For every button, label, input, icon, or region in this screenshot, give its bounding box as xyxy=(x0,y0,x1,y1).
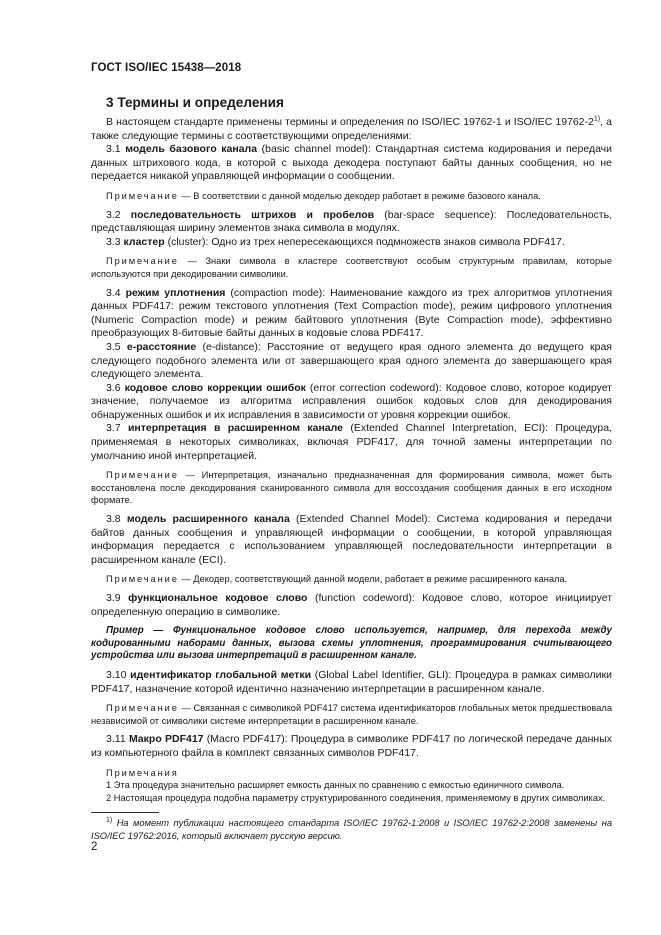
intro-text: В настоящем стандарте применены термины и определения по ISO/IEC 19762-1 и ISO/IEC 19762-2 xyxy=(106,116,594,128)
term-number: 3.9 xyxy=(106,592,121,604)
standard-header: ГОСТ ISO/IEC 15438—2018 xyxy=(91,62,242,74)
term-entry xyxy=(91,382,612,423)
term-name: кодовое слово коррекции ошибок xyxy=(124,381,306,394)
term-number: 3.6 xyxy=(106,381,121,394)
note-dash: — xyxy=(178,190,194,201)
note-text: Связанная с символикой PDF417 система идентификаторов глобальных меток предшествовала независимой от символики системе интерпретации в расширенном канале. xyxy=(91,703,613,726)
note-label: Примечание xyxy=(106,470,179,481)
footnote-ref: 1) xyxy=(593,115,601,123)
notes-heading xyxy=(91,767,612,780)
term-definition: (Extended Channel Interpretation, ECI): Процедура, применяемая в некоторых символиках, включая PDF417, для точной замены интерпретации по умолчанию иной интерпретацией. xyxy=(91,422,612,462)
note-label: Примечание xyxy=(106,574,179,585)
note-text: Декодер, соответствующий данной модели, работает в режиме расширенного канала. xyxy=(193,574,568,585)
term-name: идентификатор глобальной метки xyxy=(130,668,312,681)
term-definition: (e-distance): Расстояние от ведущего края одного элемента до ведущего края следующего подобного элемента или от завершающего края одного элемента до завершающего края следующего элемента. xyxy=(91,340,612,381)
term-number: 3.10 xyxy=(106,668,127,681)
note-dash: — xyxy=(178,470,202,481)
term-name: функциональное кодовое слово xyxy=(128,592,308,604)
note-dash: — xyxy=(178,574,194,585)
term-name: интерпретация в расширенном канале xyxy=(127,422,344,435)
note xyxy=(91,190,612,203)
term-number: 3.11 xyxy=(106,733,126,746)
note-label: Примечание xyxy=(106,256,179,267)
footnote xyxy=(91,817,612,842)
term-name: модель базового канала xyxy=(125,143,258,156)
term-definition: (error correction codeword): Кодовое слово, которое кодирует значение, получаемое из алгоритма исправления ошибок кодовых слов для декодирования обнаруженных ошибок и их исправления в зависимости от уровня коррекции ошибок. xyxy=(91,381,612,421)
footnote-text: На момент публикации настоящего стандарта ISO/IEC 19762-1:2008 и ISO/IEC 19762-2:2008 заменены на ISO/IEC 19762:2016, который включает русскую версию. xyxy=(91,818,612,841)
term-entry xyxy=(91,513,612,567)
term-name: последовательность штрихов и пробелов xyxy=(130,208,375,221)
note xyxy=(91,702,612,727)
intro-paragraph xyxy=(91,116,612,143)
term-name: е-расстояние xyxy=(126,340,197,353)
footnote-mark: 1) xyxy=(106,816,113,824)
note-label: Примечание xyxy=(106,703,179,714)
note-text: Интерпретация, изначально предназначенная для формирования символа, может быть восстановлена после декодирования сканированного символа для воссоздания сообщения данных в его исходном формате. xyxy=(91,470,612,506)
note xyxy=(91,255,612,280)
document-body xyxy=(91,116,612,804)
term-entry xyxy=(91,341,612,382)
note-text: В соответствии с данной моделью декодер работает в режиме базового канала. xyxy=(193,190,541,201)
note-item: 2 Настоящая процедура подобна параметру структурированного соединения, применяемому в других символиках. xyxy=(106,792,606,803)
term-entry xyxy=(91,287,612,341)
notes-label: Примечания xyxy=(106,767,179,778)
example: Пример — Функциональное кодовое слово используется, например, для перехода между кодированными наборами данных, вызова схемы уплотнения, программирования считывающего устройства или вызова интерпретаций в расширенном канале. xyxy=(91,625,612,662)
note-dash: — xyxy=(178,256,206,267)
note-dash: — xyxy=(178,703,194,714)
term-number: 3.8 xyxy=(106,513,121,526)
term-entry xyxy=(91,592,612,619)
term-definition: (basic channel model): Стандартная система кодирования и передачи данных штрихового кода, в которой с выхода декодера поступают байты данных сообщения, но не передается никакой управляющей информации о сообщении. xyxy=(91,143,613,183)
term-definition: (Macro PDF417): Процедура в символике PDF417 по логической передаче данных из компьютерного файла в комплект связанных символов PDF417. xyxy=(91,733,613,759)
term-definition: (function codeword): Кодовое слово, которое инициирует определенную операцию в символике. xyxy=(91,592,613,618)
term-entry xyxy=(91,209,612,236)
term-number: 3.2 xyxy=(106,208,121,221)
term-entry xyxy=(91,236,612,250)
term-name: режим уплотнения xyxy=(125,286,226,299)
term-entry xyxy=(91,143,612,184)
term-number: 3.1 xyxy=(106,143,121,156)
term-definition: (Extended Channel Model): Система кодирования и передачи байтов данных сообщения и управляющей информации о сообщении, в которой управляющая информация передается с использованием управляющей последовательности интерпретации в расширенном канале (ECI). xyxy=(91,513,613,566)
note-item: 1 Эта процедура значительно расширяет емкость данных по сравнению с емкостью единичного символа. xyxy=(106,780,565,791)
term-name: кластер xyxy=(123,235,165,248)
term-number: 3.5 xyxy=(106,340,121,353)
note-label: Примечание xyxy=(106,190,179,201)
term-name: модель расширенного канала xyxy=(126,513,290,526)
note xyxy=(91,573,612,586)
term-number: 3.7 xyxy=(106,422,121,435)
term-entry xyxy=(91,422,612,463)
term-number: 3.3 xyxy=(106,235,121,248)
section-title: 3 Термины и определения xyxy=(106,95,284,110)
term-definition: (compaction mode): Наименование каждого из трех алгоритмов уплотнения данных PDF417: режим текстового уплотнения (Text Compaction mode), режим цифрового уплотнения (Numeric Compaction mode) и режим байтового уплотнения (Byte Compaction mode), эффективно преобразующих 8-битовые байты данных в кодовые слова PDF417. xyxy=(91,286,613,340)
term-number: 3.4 xyxy=(106,286,121,299)
intro-text-end: , а также следующие термины с соответствующими определениями: xyxy=(91,116,612,142)
note-text: Знаки символа в кластере соответствуют особым структурным правилам, которые используются при декодировании символики. xyxy=(91,256,612,279)
footnote-divider xyxy=(91,812,159,813)
term-name: Макро PDF417 xyxy=(128,733,204,746)
note xyxy=(91,469,612,507)
term-definition: (bar-space sequence): Последовательность, представляющая ширину элементов знака символа в модулях. xyxy=(91,208,612,235)
term-definition: (Global Label Identifier, GLI): Процедура в рамках символики PDF417, назначение которой идентично назначению интерпретации в расширенном канале. xyxy=(91,668,613,695)
page-number: 2 xyxy=(91,841,98,853)
term-entry xyxy=(91,733,612,760)
term-entry xyxy=(91,669,612,696)
term-definition: (cluster): Одно из трех непересекающихся подмножеств знаков символа PDF417. xyxy=(164,235,565,248)
